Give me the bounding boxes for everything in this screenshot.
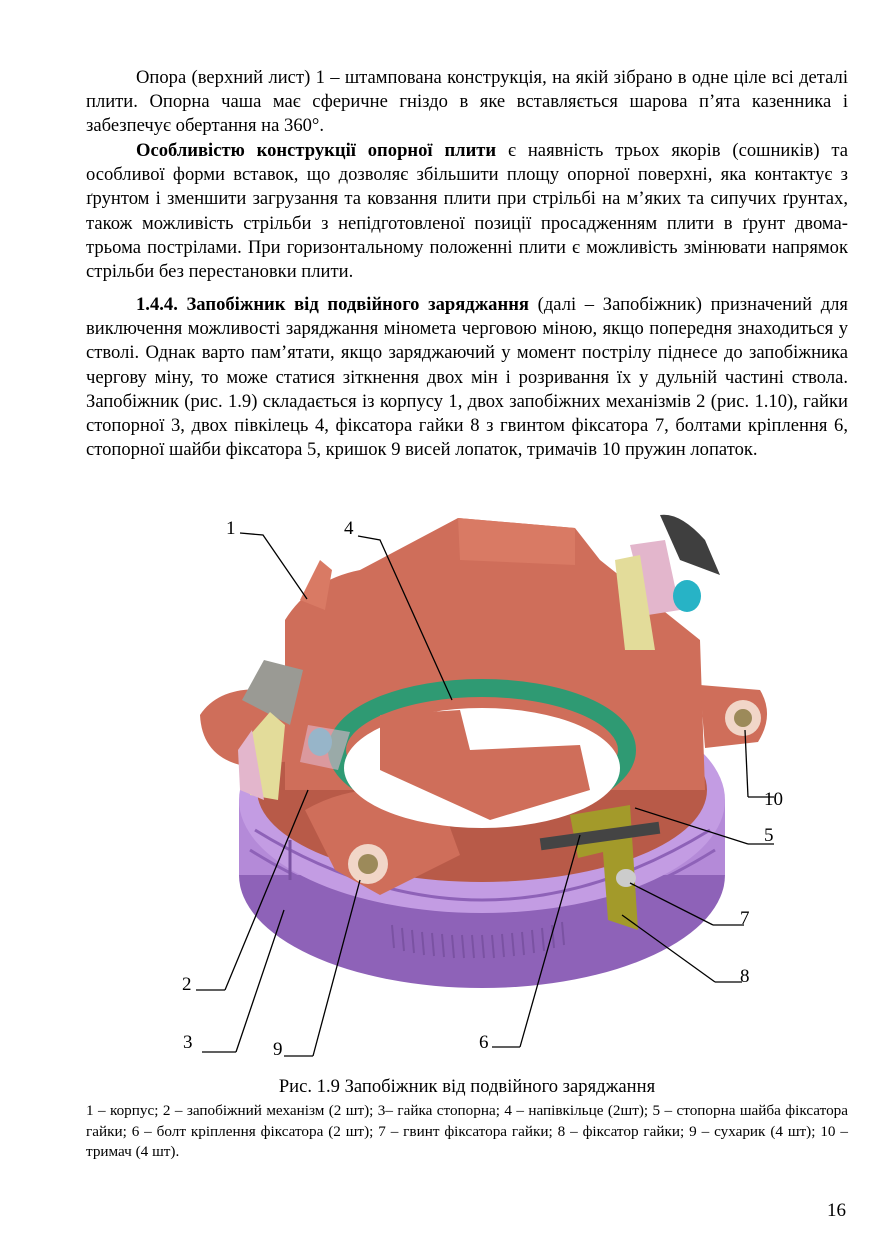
paragraph-features-text: є наявність трьох якорів (сошників) та особливої форми вставок, що дозволяє збільшити площу опорної поверхні, яка контактує з ґрунтом і зменшити загрузання та ковзання плити при стрільбі на м’яких та сипучих ґрунтах, також можливість стрільби з непідготовленої позиції просадженням плити в ґрунт двома-трьома пострілами. При горизонтальному положенні плити є можливість змінювати напрямок стрільби без перестановки плити. xyxy=(86,140,848,283)
label-3: 3 xyxy=(183,1032,193,1053)
paragraph-support-text: Опора (верхний лист) 1 – штампована конструкція, на якій зібрано в одне ціле всі деталі плити. Опорна чаша має сферичне гніздо в яке вставляється шарова п’ята казенника і забезпечує обертання на 360°. xyxy=(86,67,848,137)
figure-caption-legend: 1 – корпус; 2 – запобіжний механізм (2 шт); 3– гайка стопорна; 4 – напівкільце (2шт); 5 – стопорна шайба фіксатора гайки; 6 – болт кріплення фіксатора (2 шт); 7 – гвинт фіксатора гайки; 8 – фіксатор гайки; 9 – сухарик (4 шт); 10 – тримач (4 шт). xyxy=(86,1102,848,1160)
label-7: 7 xyxy=(740,908,750,929)
label-5: 5 xyxy=(764,825,774,846)
label-1: 1 xyxy=(226,518,236,539)
section-heading-1-4-4: 1.4.4. Запобіжник від подвійного заряджання xyxy=(136,294,529,315)
label-2: 2 xyxy=(182,974,192,995)
paragraph-support xyxy=(86,66,848,139)
figure-safety-device xyxy=(160,500,810,1060)
page-number: 16 xyxy=(827,1200,846,1221)
paragraph-safety-device xyxy=(86,293,848,462)
label-6: 6 xyxy=(479,1032,489,1053)
paragraph-safety-device-text: (далі – Запобіжник) призначений для виключення можливості заряджання міномета черговою міною, якщо попередня знаходиться у стволі. Однак варто пам’ятати, якщо заряджаючий у момент пострілу піднесе до запобіжника чергову міну, то може статися зіткнення двох мін і розривання їх у дульній частині ствола. Запобіжник (рис. 1.9) складається із корпусу 1, двох запобіжних механізмів 2 (рис. 1.10), гайки стопорної 3, двох півкілець 4, фіксатора гайки 8 з гвинтом фіксатора 7, болтами кріплення 6, стопорної шайби фіксатора 5, кришок 9 висей лопаток, тримачів 10 пружин лопаток. xyxy=(86,294,848,461)
label-8: 8 xyxy=(740,966,750,987)
half-ring-drawing xyxy=(337,688,627,828)
paragraph-features xyxy=(86,139,848,284)
paragraph-features-bold: Особливістю конструкції опорної плити xyxy=(136,140,497,161)
label-10: 10 xyxy=(764,789,783,810)
label-4: 4 xyxy=(344,518,354,539)
label-9: 9 xyxy=(273,1039,283,1060)
figure-caption-title: Рис. 1.9 Запобіжник від подвійного заряджання xyxy=(278,1076,656,1097)
safety-device-illustration xyxy=(160,500,810,1060)
